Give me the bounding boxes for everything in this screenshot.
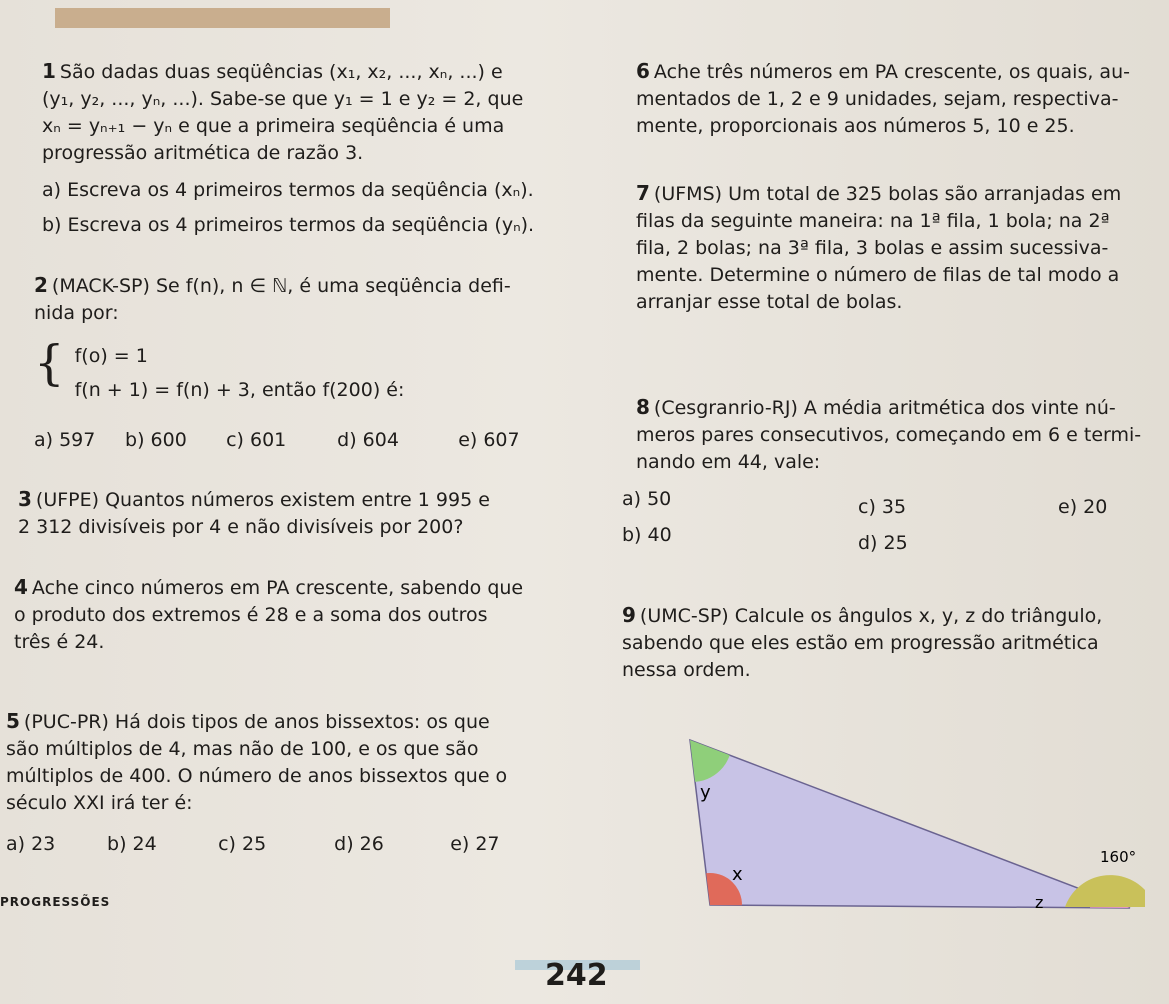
q4-line-3: três é 24. [14, 631, 105, 653]
q4-line-2: o produto dos extremos é 28 e a soma dos outros [14, 604, 488, 626]
question-number: 4 [14, 575, 28, 599]
q1-line-3: xₙ = yₙ₊₁ − yₙ e que a primeira seqüência é uma [42, 115, 505, 137]
q9-line-2: sabendo que eles estão em progressão aritmética [622, 632, 1099, 654]
triangle-shape [690, 740, 1130, 908]
question-2 [34, 272, 594, 454]
q5-line-2: são múltiplos de 4, mas não de 100, e os que são [6, 738, 479, 760]
label-x: x [732, 864, 743, 885]
q7-line-4: mente. Determine o número de filas de tal modo a [636, 264, 1120, 286]
section-label: PROGRESSÕES [0, 895, 111, 909]
q5-option-a[interactable]: a) 23 [6, 833, 56, 855]
question-number: 9 [622, 603, 636, 627]
question-5 [6, 708, 566, 858]
q8-option-d[interactable]: d) 25 [858, 532, 908, 554]
q7-line-5: arranjar esse total de bolas. [636, 291, 903, 313]
q2-option-b[interactable]: b) 600 [125, 429, 187, 451]
question-number: 8 [636, 395, 650, 419]
angle-160-marker [1065, 875, 1145, 907]
q2-system-line-1: f(o) = 1 [74, 345, 148, 367]
q9-line-1: (UMC-SP) Calcule os ângulos x, y, z do triângulo, [639, 605, 1103, 627]
label-y: y [700, 782, 711, 803]
q2-system-line-2: f(n + 1) = f(n) + 3, então f(200) é: [74, 379, 405, 401]
question-7 [636, 180, 1166, 316]
q8-line-1: (Cesgranrio-RJ) A média aritmética dos vinte nú- [653, 397, 1116, 419]
q8-line-2: meros pares consecutivos, começando em 6 e termi- [636, 424, 1142, 446]
q5-option-b[interactable]: b) 24 [107, 833, 157, 855]
q5-line-3: múltiplos de 400. O número de anos bissextos que o [6, 765, 508, 787]
q1-line-2: (y₁, y₂, ..., yₙ, ...). Sabe-se que y₁ = 1 e y₂ = 2, que [42, 88, 524, 110]
q6-line-3: mente, proporcionais aos números 5, 10 e 25. [636, 115, 1075, 137]
q8-option-a[interactable]: a) 50 [622, 488, 672, 510]
question-number: 5 [6, 709, 20, 733]
header-color-bar [55, 8, 390, 28]
question-1 [42, 58, 602, 239]
label-angle-160: 160° [1100, 848, 1137, 866]
q7-line-1: (UFMS) Um total de 325 bolas são arranjadas em [653, 183, 1122, 205]
q6-line-2: mentados de 1, 2 e 9 unidades, sejam, respectiva- [636, 88, 1119, 110]
q8-option-c[interactable]: c) 35 [858, 496, 907, 518]
system-brace: { [34, 335, 65, 391]
q5-option-e[interactable]: e) 27 [450, 833, 500, 855]
question-number: 3 [18, 487, 32, 511]
q8-option-e[interactable]: e) 20 [1058, 496, 1108, 518]
q2-option-a[interactable]: a) 597 [34, 429, 96, 451]
q2-line-1: (MACK-SP) Se f(n), n ∈ ℕ, é uma seqüência defi- [51, 275, 511, 297]
q2-line-2: nida por: [34, 302, 119, 324]
q5-option-c[interactable]: c) 25 [218, 833, 267, 855]
q2-option-e[interactable]: e) 607 [458, 429, 520, 451]
triangle-figure [680, 730, 1150, 930]
label-z: z [1035, 893, 1044, 912]
q6-line-1: Ache três números em PA crescente, os quais, au- [653, 61, 1130, 83]
q7-line-3: fila, 2 bolas; na 3ª fila, 3 bolas e assim sucessiva- [636, 237, 1109, 259]
q8-option-b[interactable]: b) 40 [622, 524, 672, 546]
q5-line-1: (PUC-PR) Há dois tipos de anos bissextos: os que [23, 711, 490, 733]
question-number: 7 [636, 181, 650, 205]
q2-options [34, 427, 594, 454]
q2-option-d[interactable]: d) 604 [337, 429, 399, 451]
question-8 [636, 394, 1166, 476]
question-number: 1 [42, 59, 56, 83]
q7-line-2: filas da seguinte maneira: na 1ª fila, 1 bola; na 2ª [636, 210, 1110, 232]
question-4 [14, 574, 574, 656]
q1-line-1: São dadas duas seqüências (x₁, x₂, ..., xₙ, ...) e [59, 61, 503, 83]
q5-line-4: século XXI irá ter é: [6, 792, 193, 814]
question-3 [18, 486, 578, 541]
q3-line-1: (UFPE) Quantos números existem entre 1 995 e [35, 489, 490, 511]
q2-option-c[interactable]: c) 601 [226, 429, 287, 451]
q1-item-a: a) Escreva os 4 primeiros termos da seqüência (xₙ). [42, 179, 534, 201]
q4-line-1: Ache cinco números em PA crescente, sabendo que [31, 577, 524, 599]
question-6 [636, 58, 1166, 140]
question-9 [622, 602, 1167, 684]
question-number: 2 [34, 273, 48, 297]
q9-line-3: nessa ordem. [622, 659, 751, 681]
q1-item-b: b) Escreva os 4 primeiros termos da seqüência (yₙ). [42, 214, 535, 236]
q5-option-d[interactable]: d) 26 [334, 833, 384, 855]
q5-options [6, 831, 566, 858]
question-number: 6 [636, 59, 650, 83]
q3-line-2: 2 312 divisíveis por 4 e não divisíveis por 200? [18, 516, 464, 538]
q1-line-4: progressão aritmética de razão 3. [42, 142, 364, 164]
q8-line-3: nando em 44, vale: [636, 451, 821, 473]
page-number: 242 [545, 958, 608, 993]
